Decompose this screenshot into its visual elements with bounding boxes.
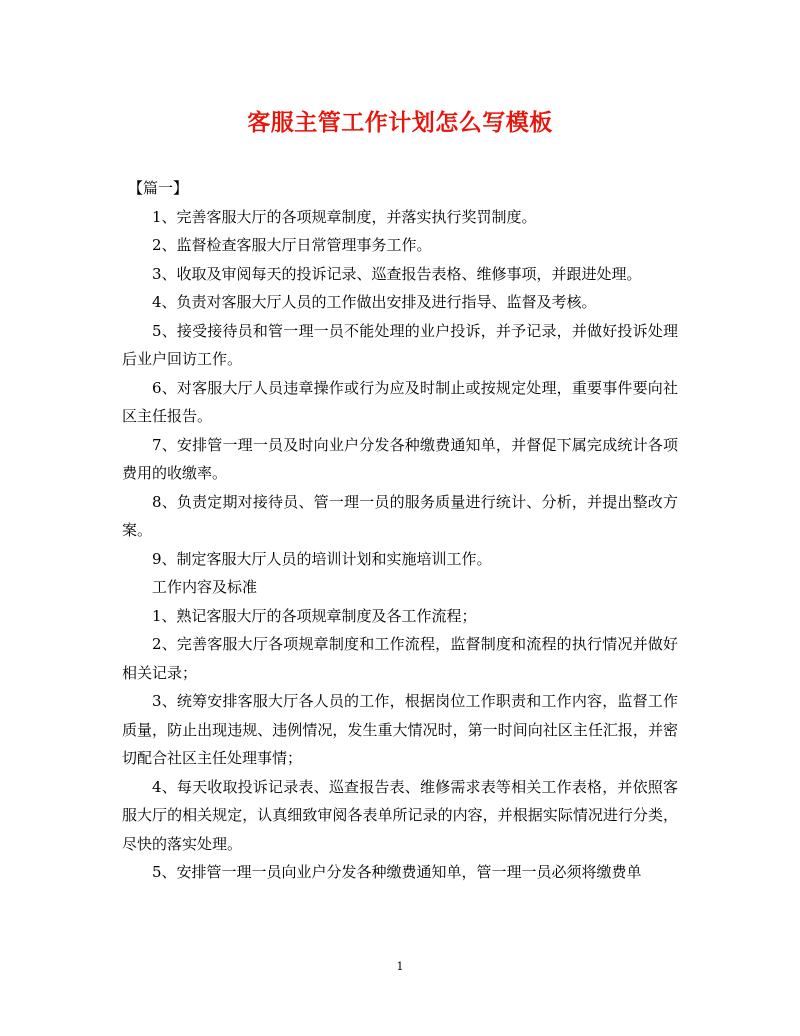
paragraph: 4、每天收取投诉记录表、巡查报告表、维修需求表等相关工作表格，并依照客服大厅的相关规定，认真细致审阅各表单所记录的内容，并根据实际情况进行分类，尽快的落实处理。 [122,777,678,853]
document-title: 客服主管工作计划怎么写模板 [247,109,553,136]
subheading: 工作内容及标准 [152,578,258,596]
paragraph: 3、收取及审阅每天的投诉记录、巡查报告表格、维修事项，并跟进处理。 [152,264,642,283]
paragraph: 6、对客服大厅人员违章操作或行为应及时制止或按规定处理，重要事件要向社区主任报告。 [122,378,678,425]
paragraph: 8、负责定期对接待员、管一理一员的服务质量进行统计、分析，并提出整改方案。 [122,492,678,539]
paragraph: 2、监督检查客服大厅日常管理事务工作。 [152,236,432,254]
section-heading: 【篇一】 [128,179,189,197]
paragraph: 5、安排管一理一员向业户分发各种缴费通知单，管一理一员必须将缴费单 [152,863,642,881]
paragraph: 7、安排管一理一员及时向业户分发各种缴费通知单，并督促下属完成统计各项费用的收缴率。 [122,435,678,482]
paragraph: 9、制定客服大厅人员的培训计划和实施培训工作。 [152,549,492,568]
paragraph: 3、统筹安排客服大厅各人员的工作，根据岗位工作职责和工作内容，监督工作质量，防止出现违规、违例情况，发生重大情况时，第一时间向社区主任汇报，并密切配合社区主任处理事情； [122,692,678,767]
document-body [122,174,678,887]
paragraph: 1、熟记客服大厅的各项规章制度及各工作流程； [152,606,477,625]
paragraph: 1、完善客服大厅的各项规章制度，并落实执行奖罚制度。 [152,207,537,226]
page-number: 1 [396,960,404,973]
paragraph: 4、负责对客服大厅人员的工作做出安排及进行指导、监督及考核。 [152,293,597,311]
paragraph: 2、完善客服大厅各项规章制度和工作流程，监督制度和流程的执行情况并做好相关记录； [122,635,678,682]
paragraph: 5、接受接待员和管一理一员不能处理的业户投诉，并予记录，并做好投诉处理后业户回访工作。 [122,321,678,368]
